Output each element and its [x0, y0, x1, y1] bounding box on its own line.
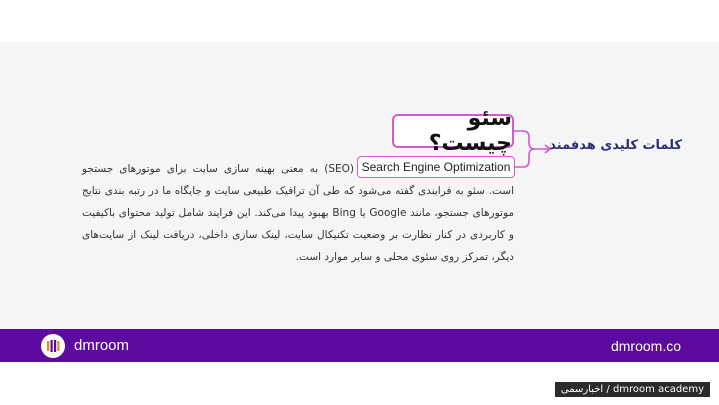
seo-subtitle: Search Engine Optimization	[357, 156, 515, 178]
keyword-label: کلمات کلیدی هدفمند	[549, 138, 682, 153]
site-url[interactable]: dmroom.co	[610, 338, 681, 354]
dmroom-logo-icon	[41, 334, 65, 358]
credit-watermark: اخبارسمی / dmroom academy	[555, 382, 710, 397]
brand-name: dmroom	[74, 337, 130, 354]
footer-bar	[0, 329, 719, 362]
seo-description: (SEO) به معنی بهینه سازی سایت برای موتورهای جستجو است. سئو به فرایندی گفته می‌شود که طی آن ترافیک طبیعی سایت و جایگاه ما در رتبه بندی نتایج موتورهای جستجو، مانند Google یا Bing بهبود پیدا می‌کند. این فرایند شامل تولید محتوای باکیفیت و کاربردی در کنار نظارت بر وضعیت تکنیکال سایت، لینک سازی داخلی، دریافت لینک از سایت‌های دیگر، تمرکز روی سئوی محلی و سایر موارد است.	[82, 163, 515, 263]
seo-title: سئو چیست؟	[392, 114, 514, 148]
